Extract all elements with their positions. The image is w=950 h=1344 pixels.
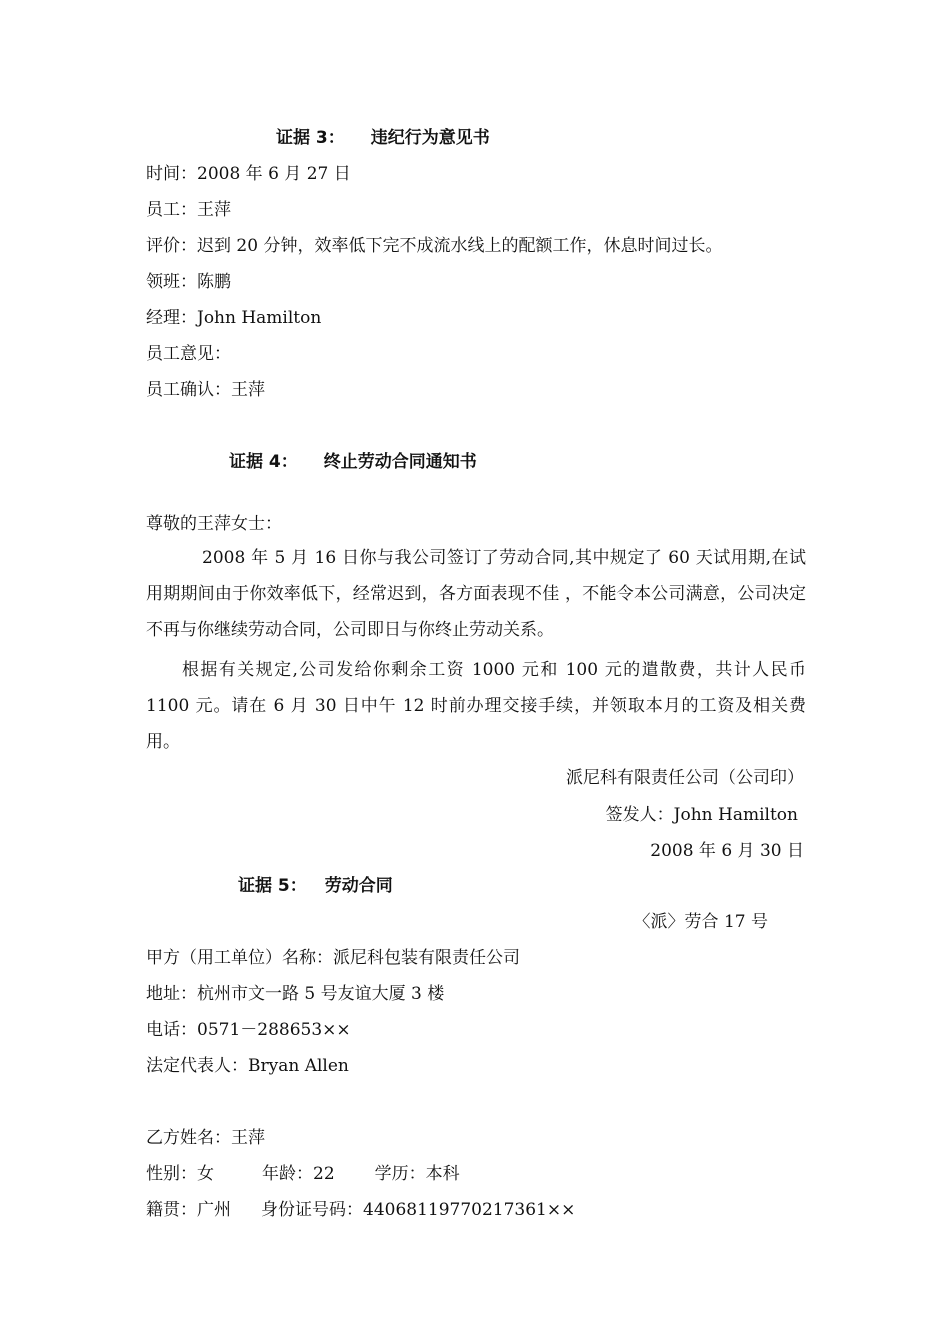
evidence3-time: 时间：2008 年 6 月 27 日: [146, 164, 351, 184]
evidence4-title: 终止劳动合同通知书: [323, 452, 477, 472]
evidence4-signer: 签发人：John Hamilton: [605, 805, 798, 825]
party-b-gender: 性别：女: [146, 1164, 214, 1184]
evidence5-number: 证据 5：: [238, 876, 307, 896]
evidence4-date: 2008 年 6 月 30 日: [650, 841, 804, 861]
evidence5-heading: [238, 875, 393, 897]
party-b-origin-row: [146, 1199, 575, 1221]
party-b-id-number: 身份证号码：44068119770217361××: [261, 1200, 576, 1220]
evidence4-paragraph1: 2008 年 5 月 16 日你与我公司签订了劳动合同,其中规定了 60 天试用期,在试用期期间由于你效率低下，经常迟到，各方面表现不佳 ，不能令本公司满意，公司决定不再与你继续劳动合同，公司即日与你终止劳动关系。: [146, 548, 806, 640]
party-b-native-place: 籍贯：广州: [146, 1200, 231, 1220]
party-a-legal-rep: 法定代表人：Bryan Allen: [146, 1056, 349, 1076]
party-a-name: 甲方（用工单位）名称：派尼科包装有限责任公司: [146, 948, 520, 968]
evidence4-number: 证据 4：: [229, 452, 298, 472]
evidence4-company-seal: 派尼科有限责任公司（公司印）: [566, 768, 804, 788]
party-a-address: 地址：杭州市文一路 5 号友谊大厦 3 楼: [146, 984, 445, 1004]
evidence3-employee: 员工：王萍: [146, 200, 231, 220]
evidence3-employee-confirm: 员工确认：王萍: [146, 380, 265, 400]
evidence4-paragraph2: 根据有关规定,公司发给你剩余工资 1000 元和 100 元的遣散费，共计人民币 1100 元。请在 6 月 30 日中午 12 时前办理交接手续，并领取本月的工资及相关费用。: [146, 660, 806, 752]
evidence4-heading: [229, 451, 477, 473]
party-b-age: 年龄：22: [262, 1164, 335, 1184]
evidence3-foreman: 领班：陈鹏: [146, 272, 231, 292]
evidence3-title: 违纪行为意见书: [370, 128, 490, 148]
evidence5-title: 劳动合同: [324, 876, 393, 896]
evidence3-heading: [276, 127, 490, 149]
evidence4-salutation: 尊敬的王萍女士：: [146, 514, 282, 534]
party-a-phone: 电话：0571－288653××: [146, 1020, 351, 1040]
party-b-details-row: [146, 1163, 460, 1185]
evidence3-evaluation: 评价：迟到 20 分钟，效率低下完不成流水线上的配额工作，休息时间过长。: [146, 236, 723, 256]
evidence3-manager: 经理：John Hamilton: [146, 308, 322, 328]
evidence3-number: 证据 3：: [276, 128, 345, 148]
contract-number: 〈派〉劳合 17 号: [633, 912, 768, 932]
party-b-education: 学历：本科: [374, 1164, 460, 1184]
party-b-name: 乙方姓名：王萍: [146, 1128, 265, 1148]
evidence3-employee-opinion: 员工意见：: [146, 344, 231, 364]
